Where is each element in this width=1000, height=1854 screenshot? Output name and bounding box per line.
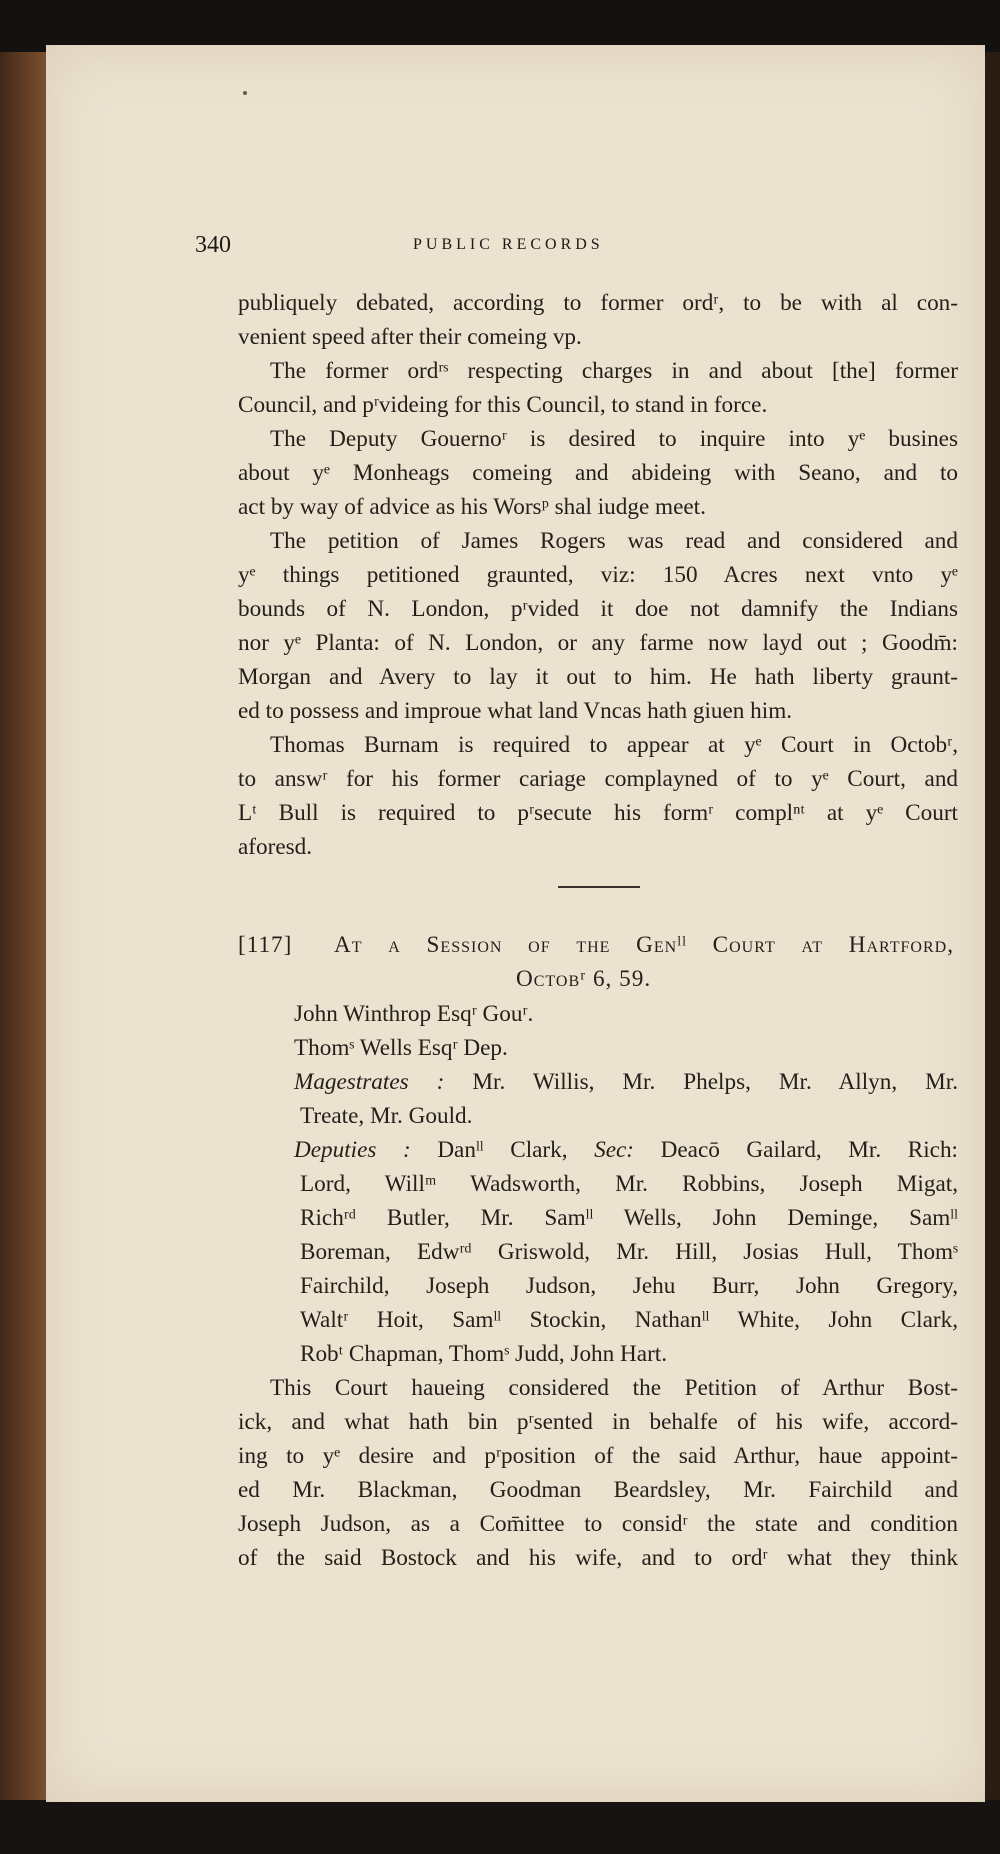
deputy-governor-line: Thomˢ Wells Esqʳ Dep. <box>294 1035 508 1061</box>
page-blemish <box>243 91 247 95</box>
text-line: Joseph Judson, as a Com̄ittee to considʳ the state and condition <box>238 1511 958 1537</box>
text-line: This Court haueing considered the Petition of Arthur Bost- <box>270 1375 958 1401</box>
text-line: about yᵉ Monheags comeing and abideing with Seano, and to <box>238 460 958 486</box>
deputies-line <box>294 1133 958 1167</box>
book-binding-edge <box>0 52 46 1800</box>
text-line: The petition of James Rogers was read and considered and <box>270 528 958 554</box>
record-marker: [117] <box>238 932 293 958</box>
magistrates-label: Magestrates : <box>294 1069 445 1095</box>
session-title: At a Session of the Genˡˡ Court at Hartford, <box>334 932 954 958</box>
text-line: Thomas Burnam is required to appear at yᵉ Court in Octobʳ, <box>270 732 958 758</box>
text-line: of the said Bostock and his wife, and to ordʳ what they think <box>238 1545 958 1571</box>
text-line: Council, and pʳvideing for this Council, to stand in force. <box>238 392 768 418</box>
text-line: yᵉ things petitioned graunted, viz: 150 Acres next vnto yᵉ <box>238 562 958 588</box>
section-divider <box>558 886 640 888</box>
deputies-line-cont: Robᵗ Chapman, Thomˢ Judd, John Hart. <box>300 1341 668 1367</box>
scan-bottom-border <box>0 1800 1000 1854</box>
deputies-line-cont: Lord, Willᵐ Wadsworth, Mr. Robbins, Joseph Migat, <box>300 1171 958 1197</box>
page-header <box>195 232 795 262</box>
text-line: The Deputy Gouernoʳ is desired to inquire into yᵉ busines <box>270 426 958 452</box>
text-line: act by way of advice as his Worsᵖ shal iudge meet. <box>238 494 706 520</box>
scan-right-border <box>985 52 1000 1800</box>
governor-line: John Winthrop Esqʳ Gouʳ. <box>294 1001 534 1027</box>
deputies-line-cont: Fairchild, Joseph Judson, Jehu Burr, John Gregory, <box>300 1273 958 1299</box>
text-line: ing to yᵉ desire and pʳposition of the said Arthur, haue appoint- <box>238 1443 958 1469</box>
page-number: 340 <box>195 232 231 258</box>
text-line: The former ordʳˢ respecting charges in and about [the] former <box>270 358 958 384</box>
deputies-names: Deacō Gailard, Mr. Rich: <box>634 1137 958 1163</box>
session-date: Octobʳ 6, 59. <box>516 966 652 992</box>
text-line: aforesd. <box>238 834 313 860</box>
deputies-names: Danˡˡ Clark, <box>410 1137 595 1163</box>
text-line: ick, and what hath bin pʳsented in behalfe of his wife, accord- <box>238 1409 958 1435</box>
text-line: ed Mr. Blackman, Goodman Beardsley, Mr. Fairchild and <box>238 1477 958 1503</box>
magistrates-line <box>294 1065 958 1099</box>
deputies-line-cont: Waltʳ Hoit, Samˡˡ Stockin, Nathanˡˡ White, John Clark, <box>300 1307 958 1333</box>
text-line: bounds of N. London, pʳvided it doe not damnify the Indians <box>238 596 958 622</box>
deputies-line-cont: Boreman, Edwʳᵈ Griswold, Mr. Hill, Josias Hull, Thomˢ <box>300 1239 958 1265</box>
text-line: venient speed after their comeing vp. <box>238 324 582 350</box>
text-line: nor yᵉ Planta: of N. London, or any farme now layd out ; Goodm̄: <box>238 630 958 656</box>
running-head: PUBLIC RECORDS <box>413 236 604 253</box>
deputies-label: Deputies : <box>294 1137 411 1163</box>
text-line: Morgan and Avery to lay it out to him. He hath liberty graunt- <box>238 664 958 690</box>
text-line: Lᵗ Bull is required to pʳsecute his formʳ complⁿᵗ at yᵉ Court <box>238 800 958 826</box>
text-line: publiquely debated, according to former ordʳ, to be with al con- <box>238 290 958 316</box>
text-line: to answʳ for his former cariage complayned of to yᵉ Court, and <box>238 766 958 792</box>
secretary-abbrev: Sec: <box>594 1137 635 1163</box>
text-line: ed to possess and improue what land Vncas hath giuen him. <box>238 698 793 724</box>
magistrates-line-cont: Treate, Mr. Gould. <box>300 1103 473 1129</box>
session-heading <box>238 928 954 962</box>
magistrates-names: Mr. Willis, Mr. Phelps, Mr. Allyn, Mr. <box>444 1069 958 1095</box>
deputies-line-cont: Richʳᵈ Butler, Mr. Samˡˡ Wells, John Deminge, Samˡˡ <box>300 1205 958 1231</box>
